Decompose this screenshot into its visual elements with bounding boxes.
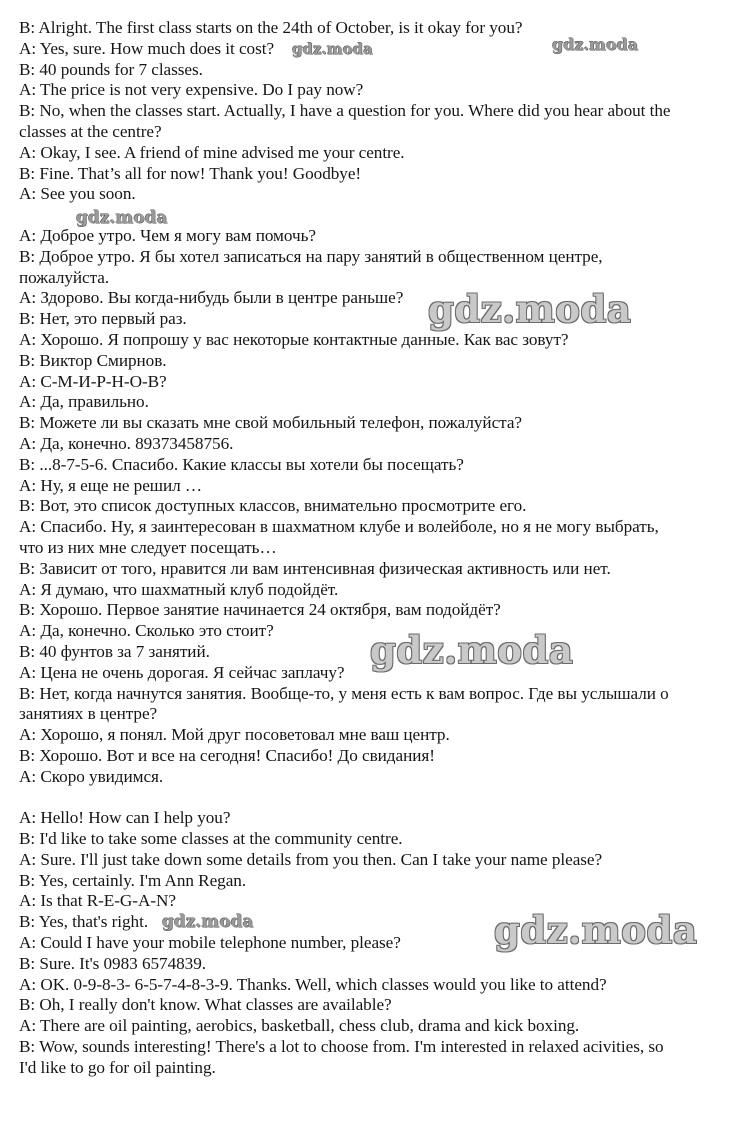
dialogue-line: B: Alright. The first class starts on the 24th of October, is it okay for you? <box>19 18 523 37</box>
dialogue-line: А: Да, конечно. Сколько это стоит? <box>19 621 274 641</box>
dialogue-line: B: I'd like to take some classes at the community centre. <box>19 829 403 849</box>
dialogue-line: В: ...8-7-5-6. Спасибо. Какие классы вы хотели бы посещать? <box>19 454 464 474</box>
watermark-logo: gdz.moda <box>552 35 639 54</box>
dialogue-line: A: The price is not very expensive. Do I pay now? <box>19 80 364 100</box>
dialogue-line: I'd like to go for oil painting. <box>19 1057 216 1077</box>
dialogue-line: пожалуйста. <box>19 267 110 287</box>
dialogue-line: A: OK. 0-9-8-3- 6-5-7-4-8-3-9. Thanks. Well, which classes would you like to attend? <box>19 974 607 994</box>
dialogue-line: A: Доброе утро. Чем я могу вам помочь? <box>19 225 316 245</box>
watermark-logo: gdz.moda <box>370 628 574 672</box>
watermark-logo: gdz.moda <box>428 287 632 331</box>
dialogue-line: В: Вот, это список доступных классов, внимательно просмотрите его. <box>19 496 527 516</box>
dialogue-text <box>19 18 731 1079</box>
dialogue-line: A: Yes, sure. How much does it cost? <box>19 38 275 58</box>
dialogue-line: classes at the centre? <box>19 121 162 141</box>
dialogue-line: В: Зависит от того, нравится ли вам интенсивная физическая активность или нет. <box>19 558 611 578</box>
dialogue-line: А: Да, конечно. 89373458756. <box>19 433 234 453</box>
dialogue-line: В: Виктор Смирнов. <box>19 350 167 370</box>
dialogue-line: А: Ну, я еще не решил … <box>19 475 203 495</box>
watermark-logo: gdz.moda <box>494 908 698 952</box>
dialogue-line: В: Хорошо. Вот и все на сегодня! Спасибо! До свидания! <box>19 745 435 765</box>
dialogue-line: B: Wow, sounds interesting! There's a lot to choose from. I'm interested in relaxed acivities, so <box>19 1037 664 1057</box>
dialogue-line: B: Oh, I really don't know. What classes are available? <box>19 995 392 1015</box>
dialogue-line: А: Я думаю, что шахматный клуб подойдёт. <box>19 579 339 599</box>
dialogue-line: А: Хорошо, я понял. Мой друг посоветовал мне ваш центр. <box>19 725 450 745</box>
dialogue-line: А: Хорошо. Я попрошу у вас некоторые контактные данные. Как вас зовут? <box>19 329 569 349</box>
dialogue-line: А: Цена не очень дорогая. Я сейчас заплачу? <box>19 662 345 682</box>
watermark-logo: gdz.moda <box>162 912 254 932</box>
blank-line <box>19 205 731 226</box>
dialogue-line: A: See you soon. <box>19 184 136 204</box>
dialogue-line: A: Could I have your mobile telephone number, please? <box>19 933 401 953</box>
dialogue-line: B: No, when the classes start. Actually, I have a question for you. Where did you hear about the <box>19 101 671 121</box>
dialogue-line: B: 40 pounds for 7 classes. <box>19 59 203 79</box>
dialogue-line: В: Хорошо. Первое занятие начинается 24 октября, вам подойдёт? <box>19 600 501 620</box>
watermark-logo: gdz.moda <box>76 208 168 228</box>
dialogue-line: A: Hello! How can I help you? <box>19 808 231 828</box>
dialogue-line: B: Yes, that's right. <box>19 912 149 932</box>
dialogue-line: А: Спасибо. Ну, я заинтересован в шахматном клубе и волейболе, но я не могу выбрать, <box>19 517 659 537</box>
dialogue-line: А: Здорово. Вы когда-нибудь были в центре раньше? <box>19 288 404 308</box>
dialogue-line: A: Sure. I'll just take down some details from you then. Can I take your name please? <box>19 849 603 869</box>
dialogue-line: B: Доброе утро. Я бы хотел записаться на пару занятий в общественном центре, <box>19 246 603 266</box>
dialogue-line: В: Нет, это первый раз. <box>19 309 187 329</box>
dialogue-line: A: There are oil painting, aerobics, basketball, chess club, drama and kick boxing. <box>19 1016 580 1036</box>
dialogue-line: B: Fine. That’s all for now! Thank you! Goodbye! <box>19 163 362 183</box>
dialogue-line: A: Is that R-E-G-A-N? <box>19 891 176 911</box>
watermark-logo: gdz.moda <box>292 40 373 58</box>
dialogue-line: B: Yes, certainly. I'm Ann Regan. <box>19 870 247 890</box>
dialogue-line: В: 40 фунтов за 7 занятий. <box>19 641 210 661</box>
dialogue-line: B: Sure. It's 0983 6574839. <box>19 953 206 973</box>
dialogue-line: В: Можете ли вы сказать мне свой мобильный телефон, пожалуйста? <box>19 413 522 433</box>
dialogue-line: А: Да, правильно. <box>19 392 149 412</box>
dialogue-line: занятиях в центре? <box>19 704 158 724</box>
dialogue-line: В: Нет, когда начнутся занятия. Вообще-то, у меня есть к вам вопрос. Где вы услышали о <box>19 683 669 703</box>
blank-line <box>19 787 731 808</box>
dialogue-line: А: С-М-И-Р-Н-О-В? <box>19 371 167 391</box>
dialogue-line: что из них мне следует посещать… <box>19 537 277 557</box>
dialogue-line: А: Скоро увидимся. <box>19 766 164 786</box>
dialogue-line: A: Okay, I see. A friend of mine advised me your centre. <box>19 142 405 162</box>
